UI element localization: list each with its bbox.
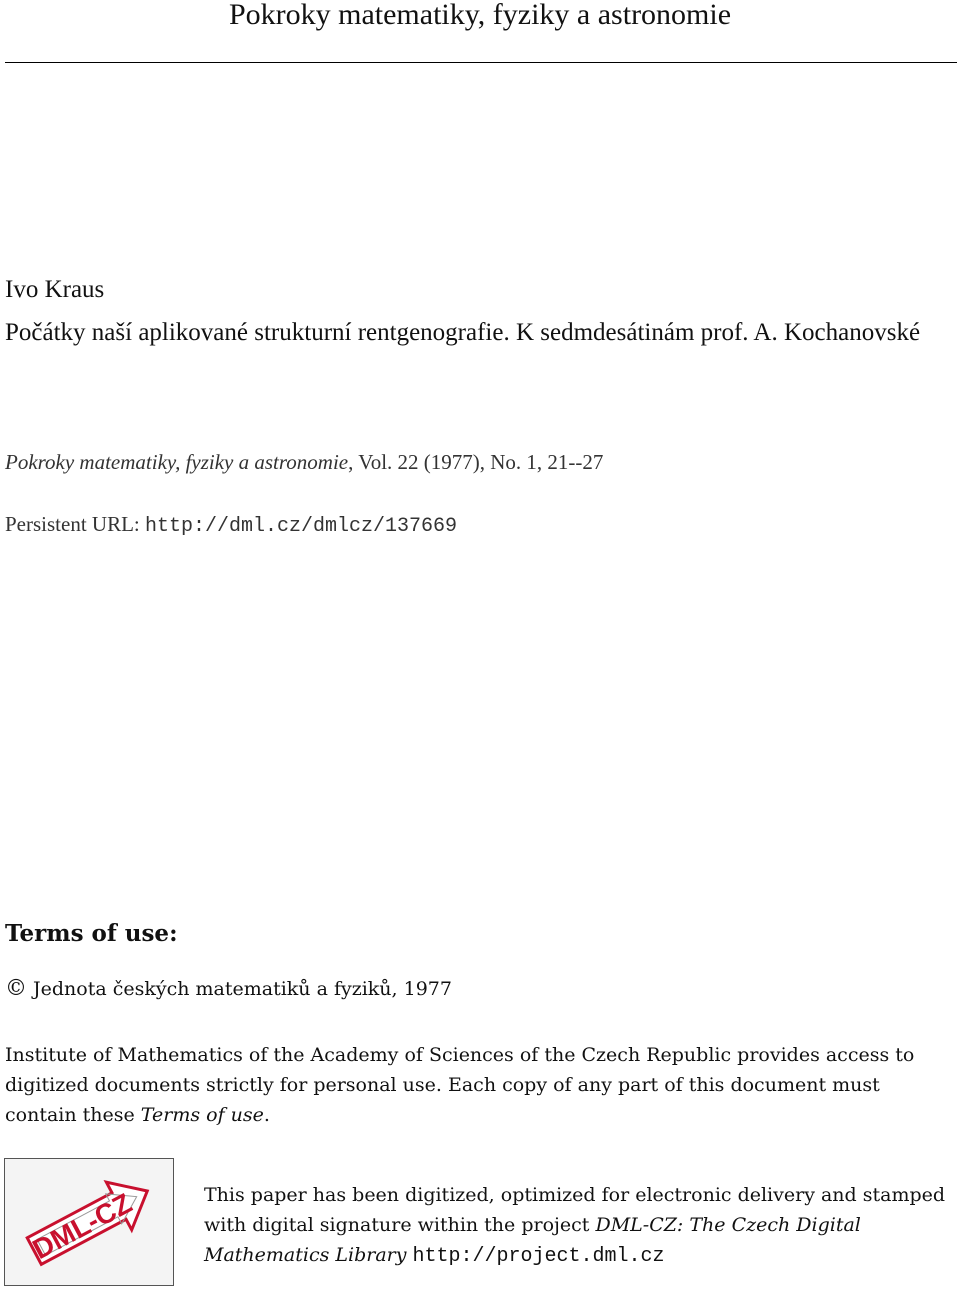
copyright-holder: Jednota českých matematiků a fyziků, 1977: [33, 978, 452, 1000]
institute-text: Institute of Mathematics of the Academy of Sciences of the Czech Republic provides access to digitized documents strictly for personal use. Each copy of any part of this document must contain these: [5, 1044, 915, 1126]
note-start: This paper has been digitized, optimized for electronic delivery and stamped with digital signature within the project: [204, 1184, 946, 1236]
copyright-icon: ©: [5, 976, 27, 1001]
persistent-url: [5, 512, 457, 538]
citation: [5, 450, 603, 475]
note-project: DML-CZ: The Czech Digital Mathematics Library: [204, 1214, 861, 1266]
citation-details: , Vol. 22 (1977), No. 1, 21--27: [348, 450, 604, 474]
institute-statement: [5, 1040, 945, 1130]
project-link[interactable]: http://project.dml.cz: [412, 1245, 665, 1268]
terms-heading: Terms of use:: [5, 920, 178, 947]
header-divider: [5, 62, 957, 63]
institute-terms: Terms of use: [140, 1104, 264, 1126]
article-title: Počátky naší aplikované strukturní rentgenografie. K sedmdesátinám prof. A. Kochanovské: [5, 319, 921, 346]
digitization-note: [204, 1180, 954, 1272]
journal-title: Pokroky matematiky, fyziky a astronomie: [228, 0, 732, 31]
dml-cz-logo-graphic: [5, 1159, 173, 1285]
article-author: Ivo Kraus: [5, 276, 105, 303]
purl-link[interactable]: http://dml.cz/dmlcz/137669: [145, 515, 458, 538]
institute-end: .: [263, 1104, 270, 1126]
dml-cz-logo: [4, 1158, 174, 1286]
citation-journal: Pokroky matematiky, fyziky a astronomie: [5, 450, 349, 474]
purl-label: Persistent URL:: [5, 512, 145, 536]
copyright-line: [5, 976, 452, 1001]
logo-text: DML-CZ: [27, 1187, 137, 1266]
